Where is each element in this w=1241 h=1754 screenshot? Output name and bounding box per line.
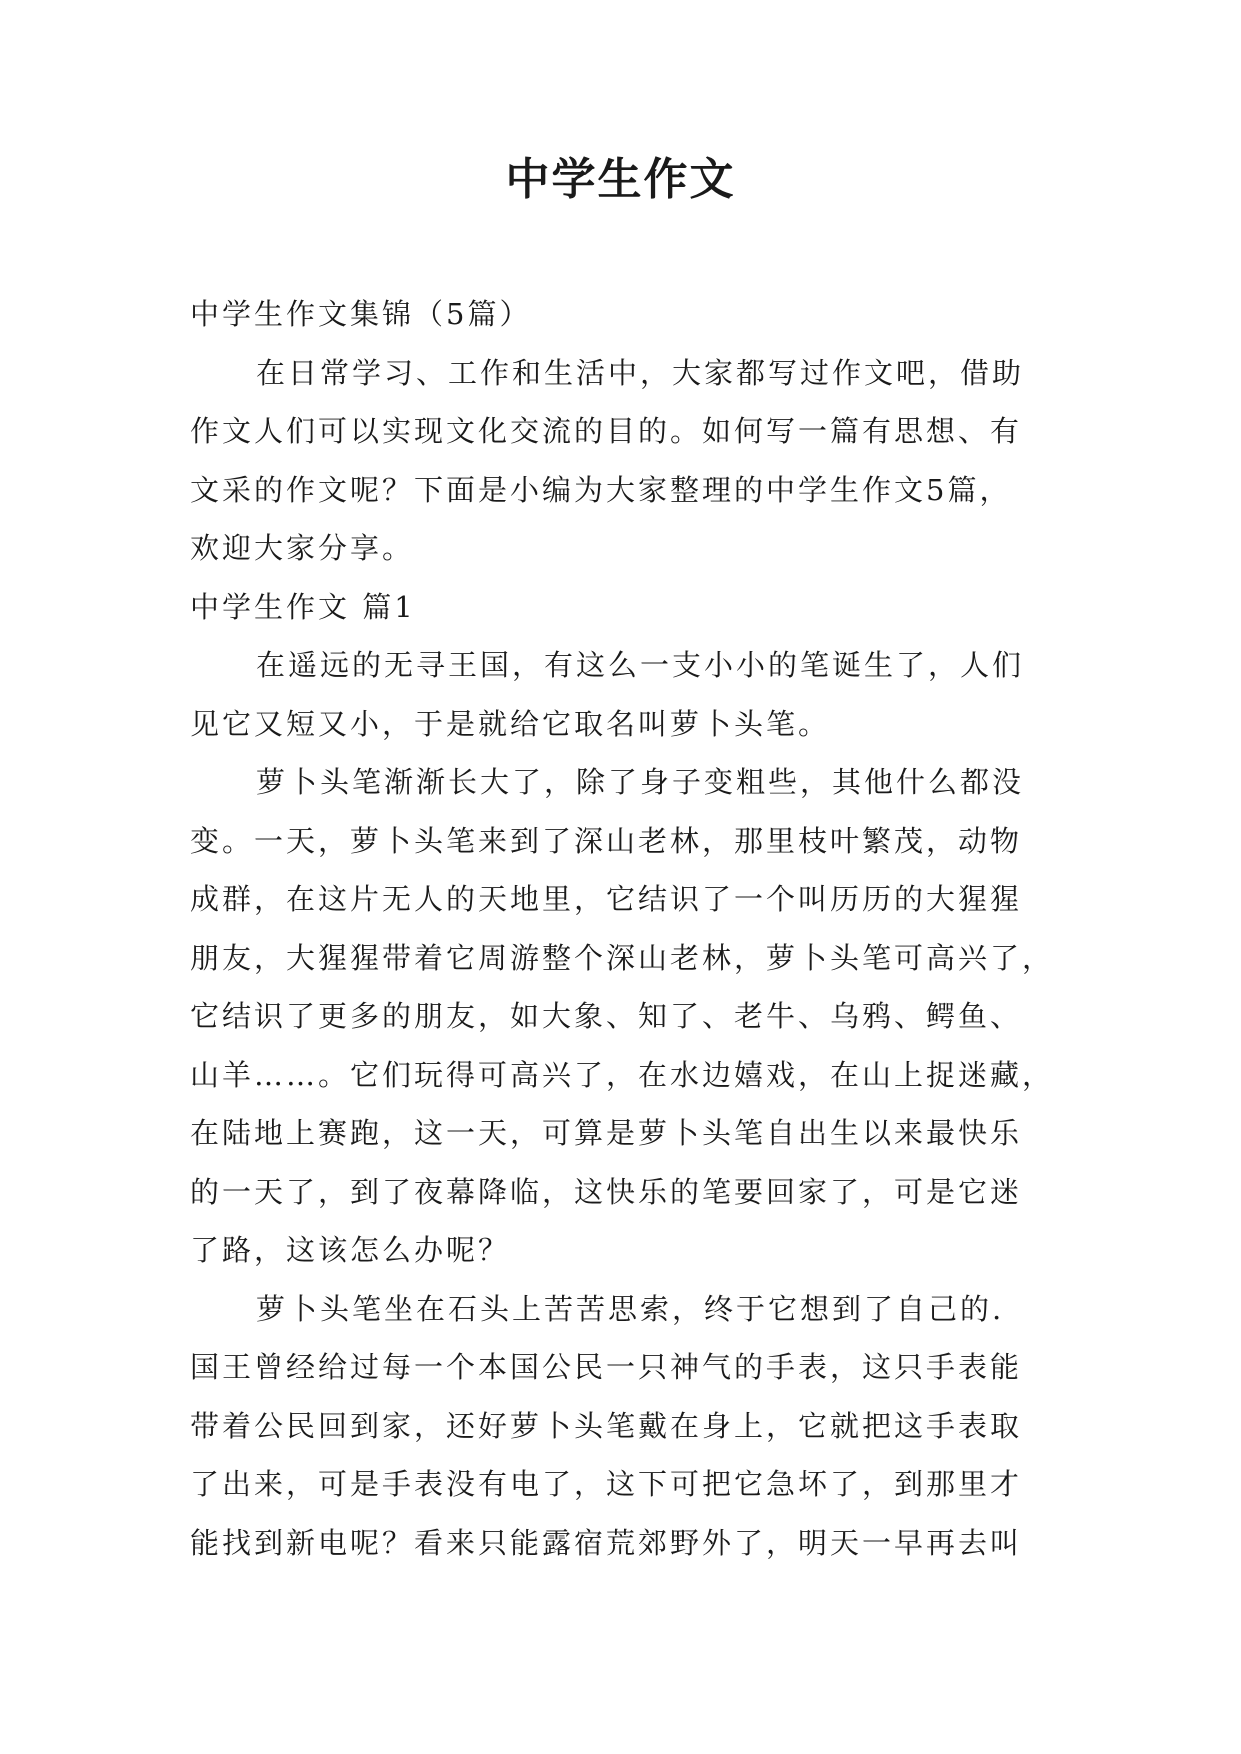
text-line: 萝卜头笔渐渐长大了，除了身子变粗些，其他什么都没 bbox=[256, 765, 1025, 799]
text-line: 中学生作文 篇1 bbox=[190, 589, 416, 624]
text-line: 朋友，大猩猩带着它周游整个深山老林，萝卜头笔可高兴了， bbox=[190, 940, 1055, 975]
text-line: 在日常学习、工作和生活中，大家都写过作文吧，借助 bbox=[256, 355, 1025, 390]
text-line: 带着公民回到家，还好萝卜头笔戴在身上，它就把这手表取 bbox=[190, 1408, 1023, 1443]
document-body bbox=[190, 285, 1055, 1572]
text-line: 见它又短又小，于是就给它取名叫萝卜头笔。 bbox=[190, 706, 831, 741]
document-title: 中学生作文 bbox=[505, 154, 736, 205]
text-line: 萝卜头笔坐在石头上苦苦思索，终于它想到了自己的. bbox=[256, 1291, 1005, 1326]
text-line: 欢迎大家分享。 bbox=[190, 531, 415, 565]
text-line: 在遥远的无寻王国，有这么一支小小的笔诞生了，人们 bbox=[256, 648, 1025, 682]
text-line: 了出来，可是手表没有电了，这下可把它急坏了，到那里才 bbox=[190, 1467, 1023, 1501]
text-line: 变。一天，萝卜头笔来到了深山老林，那里枝叶繁茂，动物 bbox=[190, 823, 1023, 858]
text-line: 的一天了，到了夜幕降临，这快乐的笔要回家了，可是它迷 bbox=[190, 1174, 1023, 1209]
text-line: 成群，在这片无人的天地里，它结识了一个叫历历的大猩猩 bbox=[190, 882, 1023, 916]
text-line: 国王曾经给过每一个本国公民一只神气的手表，这只手表能 bbox=[190, 1350, 1023, 1384]
text-line: 在陆地上赛跑，这一天，可算是萝卜头笔自出生以来最快乐 bbox=[190, 1116, 1023, 1150]
text-line: 山羊……。它们玩得可高兴了，在水边嬉戏，在山上捉迷藏， bbox=[190, 1057, 1055, 1092]
text-line: 文采的作文呢？下面是小编为大家整理的中学生作文5篇， bbox=[190, 472, 1012, 507]
text-line: 中学生作文集锦（5篇） bbox=[190, 297, 532, 331]
text-line: 它结识了更多的朋友，如大象、知了、老牛、乌鸦、鳄鱼、 bbox=[190, 999, 1023, 1033]
text-line: 能找到新电呢？看来只能露宿荒郊野外了，明天一早再去叫 bbox=[190, 1525, 1023, 1560]
text-line: 了路，这该怎么办呢？ bbox=[190, 1233, 511, 1267]
text-line: 作文人们可以实现文化交流的目的。如何写一篇有思想、有 bbox=[190, 414, 1023, 448]
